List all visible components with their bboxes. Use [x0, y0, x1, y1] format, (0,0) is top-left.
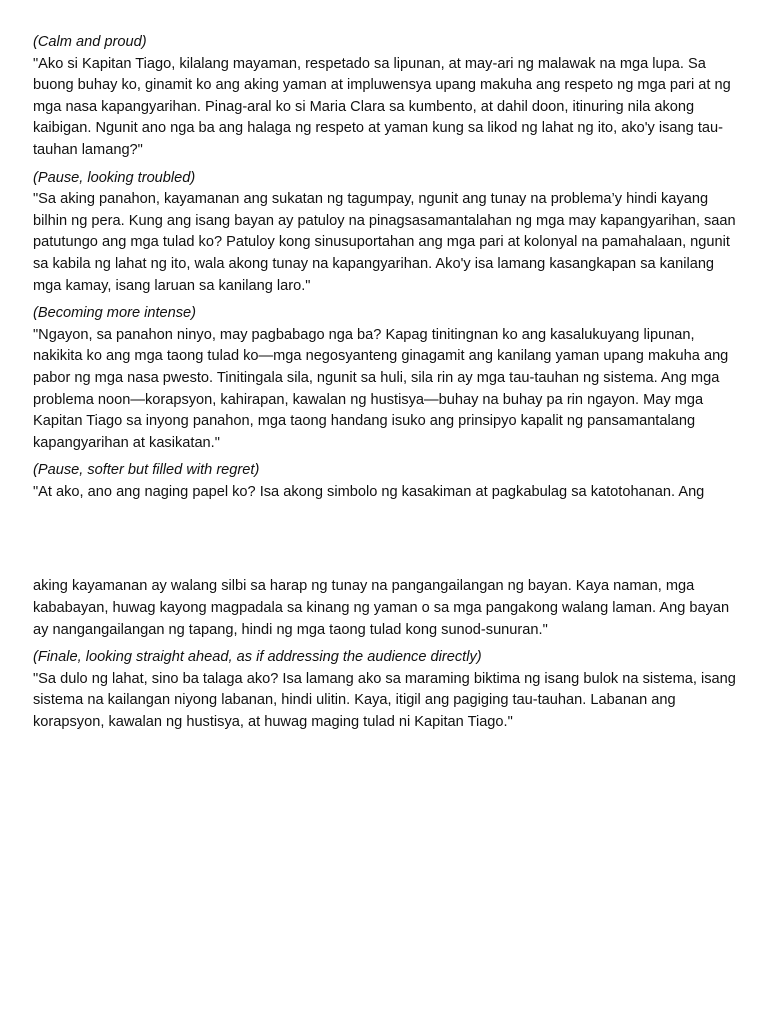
stage-direction: (Calm and proud)	[33, 34, 147, 50]
stage-direction: (Becoming more intense)	[33, 305, 197, 322]
monologue-paragraph: "Sa aking panahon, kayamanan ang sukatan ng tagumpay, ngunit ang tunay na problema’y hindi kayang bilhin ng pera. Kung ang isang bayan ay patuloy na pinagsasamantalahan ng mga may kapangyarihan, saan patutungo ang mga tulad ko? Patuloy kong sinusuportahan ang mga pari at kolonyal na pamahalaan, ngunit sa kabila ng lahat ng ito, wala akong tunay na kapangyarihan. Ako'y isa lamang kasangkapan sa kanilang mga kamay, isang laruan sa kanilang laro."	[33, 191, 736, 294]
monologue-block-intense	[33, 303, 737, 454]
monologue-block-calm	[33, 32, 737, 162]
monologue-continuation-block	[33, 576, 737, 641]
monologue-paragraph: "Ngayon, sa panahon ninyo, may pagbabago nga ba? Kapag tinitingnan ko ang kasalukuyang lipunan, nakikita ko ang mga taong tulad ko—mga negosyanteng ginagamit ang kanilang yaman upang makuha ang pabor ng mga nasa pwesto. Tinitingala sila, ngunit sa huli, sila rin ay mga tau-tauhan ng sistema. Ang mga problema noon—korapsyon, kahirapan, kawalan ng hustisya—buhay na buhay pa rin ngayon. May mga Kapitan Tiago sa inyong panahon, mga taong handang isuko ang prinsipyo kapalit ng pansamantalang kapangyarihan at kasikatan."	[33, 326, 729, 451]
monologue-paragraph-continued: aking kayamanan ay walang silbi sa harap ng tunay na pangangailangan ng bayan. Kaya naman, mga kababayan, huwag kayong magpadala sa kinang ng yaman o sa mga pangakong walang laman. Ang bayan ay nangangailangan ng tapang, hindi ng mga taong tulad kong sunod-sunuran."	[33, 578, 730, 638]
monologue-document	[33, 32, 737, 734]
stage-direction: (Pause, looking troubled)	[33, 169, 196, 186]
monologue-paragraph: "Ako si Kapitan Tiago, kilalang mayaman, respetado sa lipunan, at may-ari ng malawak na mga lupa. Sa buong buhay ko, ginamit ko ang aking yaman at impluwensya upang makuha ang respeto ng mga pari at ng mga nasa kapangyarihan. Pinag-aral ko si Maria Clara sa kumbento, at dahil doon, itinuring nila akong kaibigan. Ngunit ano nga ba ang halaga ng respeto at yaman kung sa likod ng lahat ng ito, ako'y isang tau-tauhan lamang?"	[33, 55, 731, 158]
page-break-gap	[33, 503, 737, 576]
monologue-block-troubled	[33, 168, 737, 298]
stage-direction: (Finale, looking straight ahead, as if addressing the audience directly)	[33, 649, 482, 666]
monologue-paragraph: "At ako, ano ang naging papel ko? Isa akong simbolo ng kasakiman at pagkabulag sa katotohanan. Ang	[33, 483, 705, 500]
monologue-paragraph: "Sa dulo ng lahat, sino ba talaga ako? Isa lamang ako sa maraming biktima ng isang bulok na sistema, isang sistema na kailangan niyong labanan, hindi ulitin. Kaya, itigil ang pagiging tau-tauhan. Labanan ang korapsyon, kawalan ng hustisya, at huwag maging tulad ni Kapitan Tiago."	[33, 670, 736, 731]
monologue-block-finale	[33, 647, 737, 733]
stage-direction: (Pause, softer but filled with regret)	[33, 462, 260, 479]
monologue-block-regret	[33, 460, 737, 503]
